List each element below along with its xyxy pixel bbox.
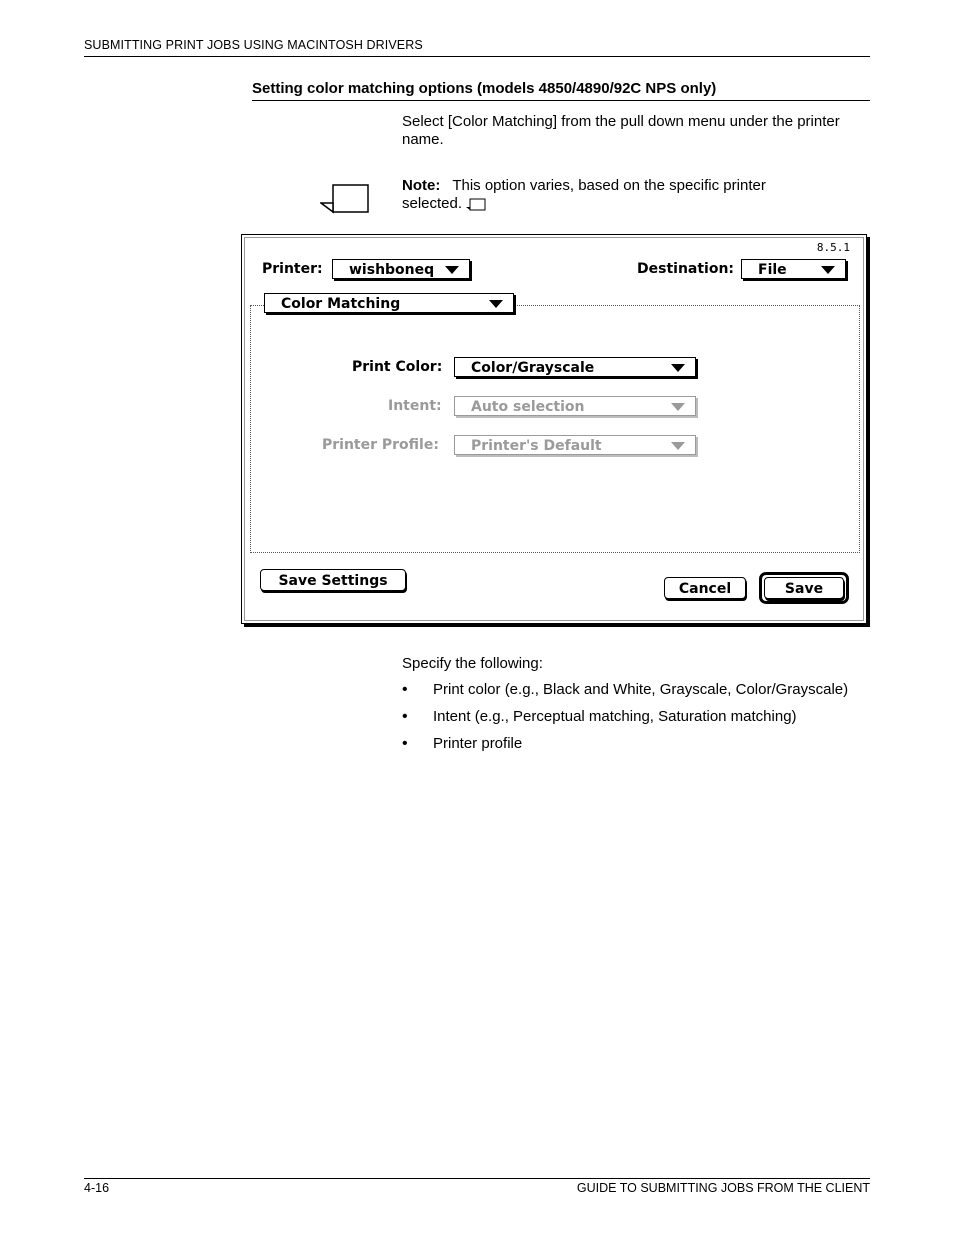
header-rule (84, 56, 870, 57)
bullet-icon: • (402, 735, 408, 752)
destination-popup[interactable] (741, 259, 846, 279)
destination-popup-value: File (758, 262, 787, 278)
chevron-down-icon (489, 300, 503, 308)
intent-value: Auto selection (471, 399, 585, 415)
printer-popup[interactable] (332, 259, 470, 279)
bullet-icon: • (402, 681, 408, 698)
chevron-down-icon (671, 442, 685, 450)
printer-profile-label: Printer Profile: (322, 437, 439, 453)
options-group-box (250, 305, 860, 553)
destination-label: Destination: (637, 261, 735, 277)
chevron-down-icon (671, 403, 685, 411)
list-item: • Print color (e.g., Black and White, Grayscale, Color/Grayscale) (402, 681, 849, 698)
chevron-down-icon (821, 266, 835, 274)
printer-popup-value: wishboneq (349, 262, 435, 278)
print-color-label: Print Color: (352, 359, 443, 375)
printer-label: Printer: (262, 261, 323, 277)
cancel-button[interactable]: Cancel (664, 577, 746, 599)
note-icon (320, 183, 370, 215)
note-end-icon (466, 197, 486, 211)
printer-profile-popup[interactable] (454, 435, 696, 455)
version-label: 8.5.1 (816, 241, 850, 254)
intent-label: Intent: (388, 398, 442, 414)
intent-popup[interactable] (454, 396, 696, 416)
save-settings-button[interactable]: Save Settings (260, 569, 406, 591)
intro-paragraph: Select [Color Matching] from the pull down menu under the printer name. (402, 113, 840, 148)
save-button[interactable]: Save (764, 577, 844, 599)
footer-rule (84, 1178, 870, 1179)
options-list (402, 681, 848, 762)
list-item: • Printer profile (402, 735, 523, 752)
print-color-value: Color/Grayscale (471, 360, 595, 376)
printer-profile-value: Printer's Default (471, 438, 602, 454)
chevron-down-icon (671, 364, 685, 372)
note-label: Note: (402, 177, 441, 194)
print-dialog (241, 234, 867, 624)
print-color-popup[interactable] (454, 357, 696, 377)
page-number: 4-16 (84, 1181, 110, 1195)
note (402, 177, 822, 213)
panel-menu-popup[interactable] (264, 293, 514, 313)
footer-title: GUIDE TO SUBMITTING JOBS FROM THE CLIENT (576, 1181, 870, 1195)
running-header: SUBMITTING PRINT JOBS USING MACINTOSH DRIVERS (84, 38, 423, 52)
section-title-rule (252, 100, 870, 101)
bullet-icon: • (402, 708, 408, 725)
panel-menu-value: Color Matching (281, 296, 401, 312)
section-title: Setting color matching options (models 4850/4890/92C NPS only) (252, 80, 717, 97)
list-item: • Intent (e.g., Perceptual matching, Saturation matching) (402, 708, 797, 725)
note-text: This option varies, based on the specific printer selected. (402, 177, 766, 212)
specify-paragraph: Specify the following: (402, 655, 543, 672)
chevron-down-icon (445, 266, 459, 274)
